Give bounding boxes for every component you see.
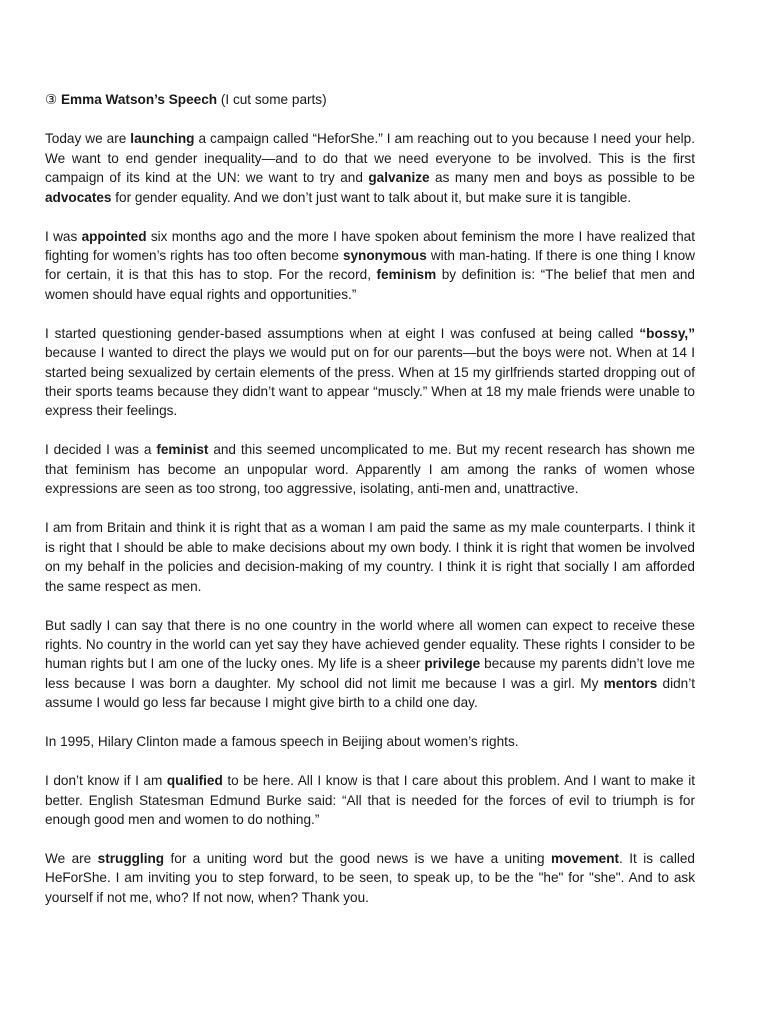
- bold-term: synonymous: [342, 248, 427, 264]
- bold-term: advocates: [45, 189, 112, 205]
- text-run: because my parents didn’t love me less because I was born a daughter. My school did not limit me because I was a girl. My: [45, 656, 695, 691]
- paragraph: [45, 518, 695, 596]
- bold-term: movement: [551, 850, 620, 866]
- paragraph: [45, 732, 695, 751]
- speech-paragraphs: [45, 129, 695, 907]
- text-run: Today we are: [45, 131, 131, 147]
- text-run: I am from Britain and think it is right that as a woman I am paid the same as my male counterparts. I think it is right that I should be able to make decisions about my own body. I think it is right that women be involved on my behalf in the policies and decision-making of my country. I think it is right that socially I am afforded the same respect as men.: [45, 520, 695, 594]
- text-run: a campaign called “HeforShe.” I am reaching out to you because I need your help. We want to end gender inequality—and to do that we need everyone to be involved. This is the first campaign of its kind at the UN: we want to try and: [45, 131, 695, 186]
- text-run: I don’t know if I am: [45, 773, 167, 789]
- paragraph: [45, 849, 695, 907]
- paragraph: [45, 324, 695, 421]
- text-run: In 1995, Hilary Clinton made a famous speech in Beijing about women’s rights.: [45, 734, 519, 750]
- paragraph: [45, 440, 695, 498]
- paragraph: [45, 129, 695, 207]
- text-run: for gender equality. And we don’t just want to talk about it, but make sure it is tangible.: [111, 189, 632, 205]
- bold-term: feminism: [376, 267, 437, 283]
- bold-term: feminist: [156, 442, 209, 458]
- bold-term: galvanize: [368, 170, 430, 186]
- text-run: for a uniting word but the good news is we have a uniting: [164, 850, 552, 866]
- text-run: . It is called HeForShe. I am inviting you to step forward, to be seen, to speak up, to be the "he" for "she". And to ask yourself if not me, who? If not now, when? Thank you.: [45, 850, 695, 905]
- text-run: But sadly I can say that there is no one country in the world where all women can expect to receive these rights. No country in the world can yet say they have achieved gender equality. These rights I consider to be human rights but I am one of the lucky ones. My life is a sheer: [45, 617, 695, 672]
- paragraph: [45, 616, 695, 713]
- bold-term: launching: [130, 131, 195, 147]
- text-run: by definition is: “The belief that men and women should have equal rights and opportunities.”: [45, 267, 695, 302]
- text-run: because I wanted to direct the plays we would put on for our parents—but the boys were not. When at 14 I started being sexualized by certain elements of the press. When at 15 my girlfriends started dropping out of their sports teams because they didn’t want to appear “muscly.” When at 18 my male friends were unable to express their feelings.: [45, 345, 695, 419]
- text-run: didn’t assume I would go less far because I might give birth to a child one day.: [45, 675, 696, 711]
- bold-term: qualified: [166, 773, 223, 789]
- bold-term: privilege: [424, 656, 481, 672]
- paragraph: [45, 771, 695, 829]
- title-heading: Emma Watson’s Speech: [60, 92, 218, 107]
- bold-term: “bossy,”: [639, 325, 695, 341]
- section-number-marker: ③: [45, 92, 58, 107]
- text-run: with man-hating. If there is one thing I know for certain, it is that this has to stop. For the record,: [45, 248, 695, 283]
- bold-term: mentors: [603, 675, 658, 691]
- text-run: We are: [45, 850, 98, 866]
- paragraph: [45, 227, 695, 305]
- document-title: [45, 90, 695, 109]
- text-run: I was: [45, 228, 82, 244]
- text-run: to be here. All I know is that I care about this problem. And I want to make it better. English Statesman Edmund Burke said: “All that is needed for the forces of evil to triumph is for enough good men and women to do nothing.”: [45, 773, 695, 827]
- text-run: six months ago and the more I have spoken about feminism the more I have realized that fighting for women’s rights has too often become: [45, 228, 695, 264]
- text-run: as many men and boys as possible to be: [429, 170, 695, 186]
- text-run: I decided I was a: [45, 442, 157, 458]
- text-run: and this seemed uncomplicated to me. But my recent research has shown me that feminism has become an unpopular word. Apparently I am among the ranks of women whose expressions are seen as too strong, too aggressive, isolating, anti-men and, unattractive.: [45, 442, 695, 497]
- title-note: (I cut some parts): [220, 92, 327, 107]
- bold-term: struggling: [97, 850, 165, 866]
- text-run: I started questioning gender-based assumptions when at eight I was confused at being called: [45, 325, 640, 341]
- document-body: [45, 90, 695, 927]
- bold-term: appointed: [81, 228, 147, 244]
